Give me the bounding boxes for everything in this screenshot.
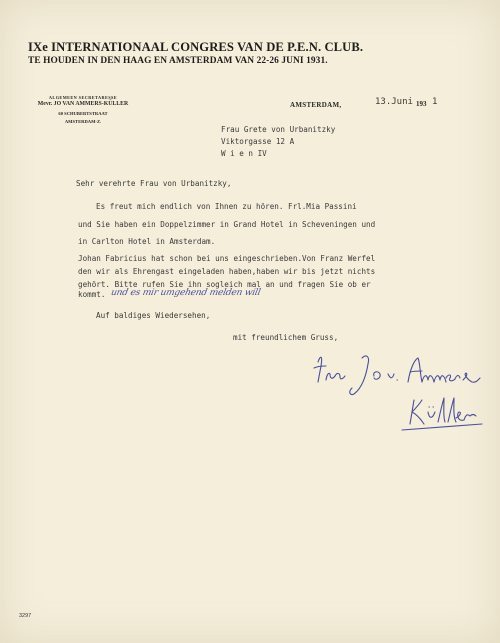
paragraph-1-line: Es freut mich endlich von Ihnen zu hören. Frl.Mia Passini (96, 202, 357, 211)
paragraph-1-line: und Sie haben ein Doppelzimmer in Grand Hotel in Scheveningen und (78, 220, 376, 229)
dateline-year-digit: 1 (432, 97, 438, 107)
recipient-name: Frau Grete von Urbanitzky (221, 125, 336, 134)
handwritten-addition: und es mir umgehend melden will (109, 288, 262, 298)
dateline-year-prefix: 193 (416, 100, 427, 108)
dateline-date: 13.Juni (375, 97, 413, 107)
recipient-city: W i e n IV (221, 149, 267, 158)
closing-greeting: mit freundlichem Gruss, (233, 333, 339, 342)
closing-line: Auf baldiges Wiedersehen, (96, 311, 211, 320)
paragraph-1-line: in Carlton Hotel in Amsterdam. (78, 237, 216, 246)
secretariat-name: Mevr. JO VAN AMMERS-KÜLLER (37, 101, 129, 107)
paragraph-2-line: kommt. (78, 290, 106, 299)
dateline-place: AMSTERDAM, (290, 101, 342, 109)
letterhead-subtitle: TE HOUDEN IN DEN HAAG EN AMSTERDAM VAN 22-26 JUNI 1931. (28, 56, 328, 66)
secretariat-title: ALGEMEEN SECRETARESSE (48, 95, 118, 100)
paragraph-2-line: den wir als Ehrengast eingeladen haben,haben wir bis jetzt nichts (78, 267, 376, 276)
paragraph-2-line: Johan Fabricius hat schon bei uns eingeschrieben.Von Franz Werfel (78, 254, 376, 263)
signature (296, 344, 486, 434)
paragraph-2-line: gehört. Bitte rufen Sie ihn sogleich mal an und fragen Sie ob er (78, 280, 371, 289)
recipient-street: Viktorgasse 12 A (221, 137, 295, 146)
letterhead-title: IXe INTERNATIONAAL CONGRES VAN DE P.E.N. CLUB. (28, 40, 364, 54)
secretariat-city: AMSTERDAM-Z. (64, 119, 102, 124)
archive-number: 3297 (19, 613, 32, 619)
secretariat-street: 60 SCHUBERTSTRAAT (58, 111, 108, 116)
salutation: Sehr verehrte Frau von Urbanitzky, (76, 179, 232, 188)
